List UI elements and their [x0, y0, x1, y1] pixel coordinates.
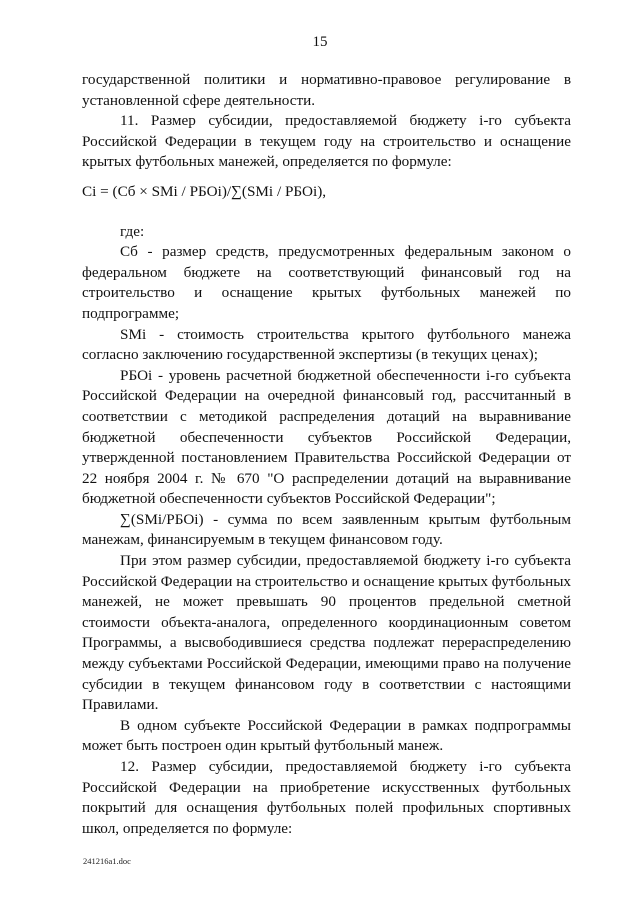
document-body	[82, 70, 571, 839]
definition-rboi: РБОi - уровень расчетной бюджетной обеспеченности i-го субъекта Российской Федерации на очередной финансовый год, рассчитанный в соответствии с методикой распределения дотаций на выравнивание бюджетной обеспеченности субъектов Российской Федерации, утвержденной постановлением Правительства Российской Федерации от 22 ноября 2004 г. № 670 "О распределении дотаций на выравнивание бюджетной обеспеченности субъектов Российской Федерации";	[82, 366, 571, 508]
where-label: где:	[120, 222, 145, 240]
paragraph-continuation: государственной политики и нормативно-правовое регулирование в установленной сфере деятельности.	[82, 71, 571, 109]
paragraph-limit: При этом размер субсидии, предоставляемой бюджету i-го субъекта Российской Федерации на строительство и оснащение крытых футбольных манежей, не может превышать 90 процентов предельной сметной стоимости объекта-аналога, определенного координационным советом Программы, а высвободившиеся средства подлежат перераспределению между субъектами Российской Федерации, имеющими право на получение субсидии в текущем финансовом году в соответствии с настоящими Правилами.	[82, 552, 571, 714]
paragraph-clause-11: 11. Размер субсидии, предоставляемой бюджету i-го субъекта Российской Федерации в текущем году на строительство и оснащение крытых футбольных манежей, определяется по формуле:	[82, 112, 571, 171]
paragraph-clause-12: 12. Размер субсидии, предоставляемой бюджету i-го субъекта Российской Федерации на приобретение искусственных футбольных покрытий для оснащения футбольных полей профильных спортивных школ, определяется по формуле:	[82, 758, 571, 837]
page-number: 15	[312, 34, 328, 50]
formula: Ci = (Cб × SMi / РБОi)/∑(SMi / РБОi),	[82, 182, 327, 200]
definition-cb: Cб - размер средств, предусмотренных федеральным законом о федеральном бюджете на соответствующий финансовый год на строительство и оснащение крытых футбольных манежей по подпрограмме;	[82, 243, 571, 322]
definition-smi: SMi - стоимость строительства крытого футбольного манежа согласно заключению государственной экспертизы (в текущих ценах);	[82, 325, 571, 364]
paragraph-one-manege: В одном субъекте Российской Федерации в рамках подпрограммы может быть построен один крытый футбольный манеж.	[82, 716, 571, 755]
definition-sum: ∑(SMi/РБОi) - сумма по всем заявленным крытым футбольным манежам, финансируемым в текущем финансовом году.	[82, 510, 571, 549]
footer-file-code: 241216a1.doc	[83, 856, 131, 866]
